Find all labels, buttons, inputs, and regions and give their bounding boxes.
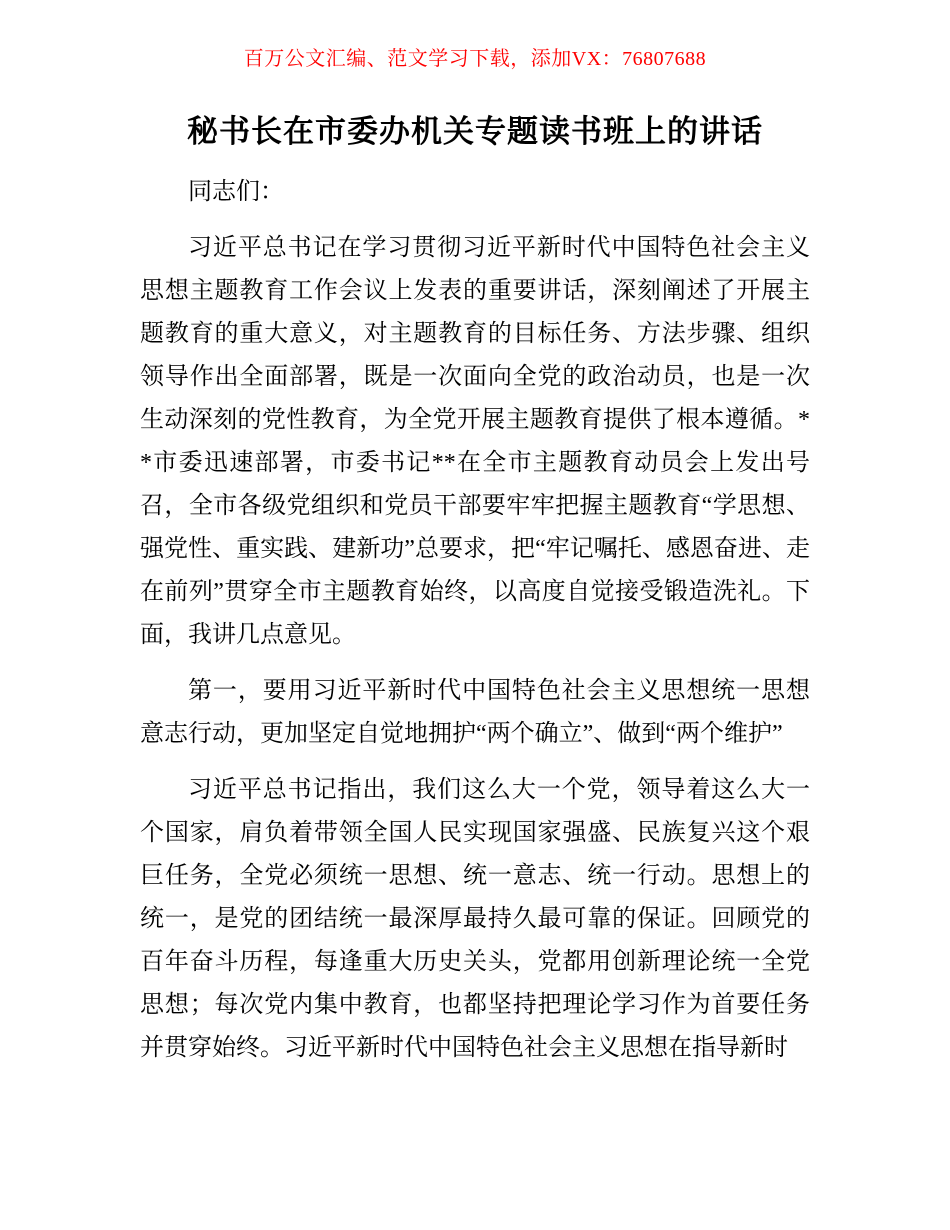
document-title: 秘书长在市委办机关专题读书班上的讲话 <box>187 114 763 149</box>
promo-header-text: 百万公文汇编、范文学习下载，添加VX：76807688 <box>243 48 707 70</box>
section-heading: 第一，要用习近平新时代中国特色社会主义思想统一思想意志行动，更加坚定自觉地拥护“两个确立”、做到“两个维护” <box>140 678 810 747</box>
paragraph: 习近平总书记在学习贯彻习近平新时代中国特色社会主义思想主题教育工作会议上发表的重要讲话，深刻阐述了开展主题教育的重大意义，对主题教育的目标任务、方法步骤、组织领导作出全面部署，既是一次面向全党的政治动员，也是一次生动深刻的党性教育，为全党开展主题教育提供了根本遵循。**市委迅速部署，市委书记**在全市主题教育动员会上发出号召，全市各级党组织和党员干部要牢牢把握主题教育“学思想、强党性、重实践、建新功”总要求，把“牢记嘱托、感恩奋进、走在前列”贯穿全市主题教育始终，以高度自觉接受锻造洗礼。下面，我讲几点意见。 <box>140 235 810 648</box>
paragraph: 习近平总书记指出，我们这么大一个党，领导着这么大一个国家，肩负着带领全国人民实现国家强盛、民族复兴这个艰巨任务，全党必须统一思想、统一意志、统一行动。思想上的统一，是党的团结统一最深厚最持久最可靠的保证。回顾党的百年奋斗历程，每逢重大历史关头，党都用创新理论统一全党思想；每次党内集中教育，也都坚持把理论学习作为首要任务并贯穿始终。习近平新时代中国特色社会主义思想在指导新时 <box>140 777 810 1061</box>
document-body <box>140 171 810 1070</box>
paragraph: 同志们： <box>188 179 284 205</box>
